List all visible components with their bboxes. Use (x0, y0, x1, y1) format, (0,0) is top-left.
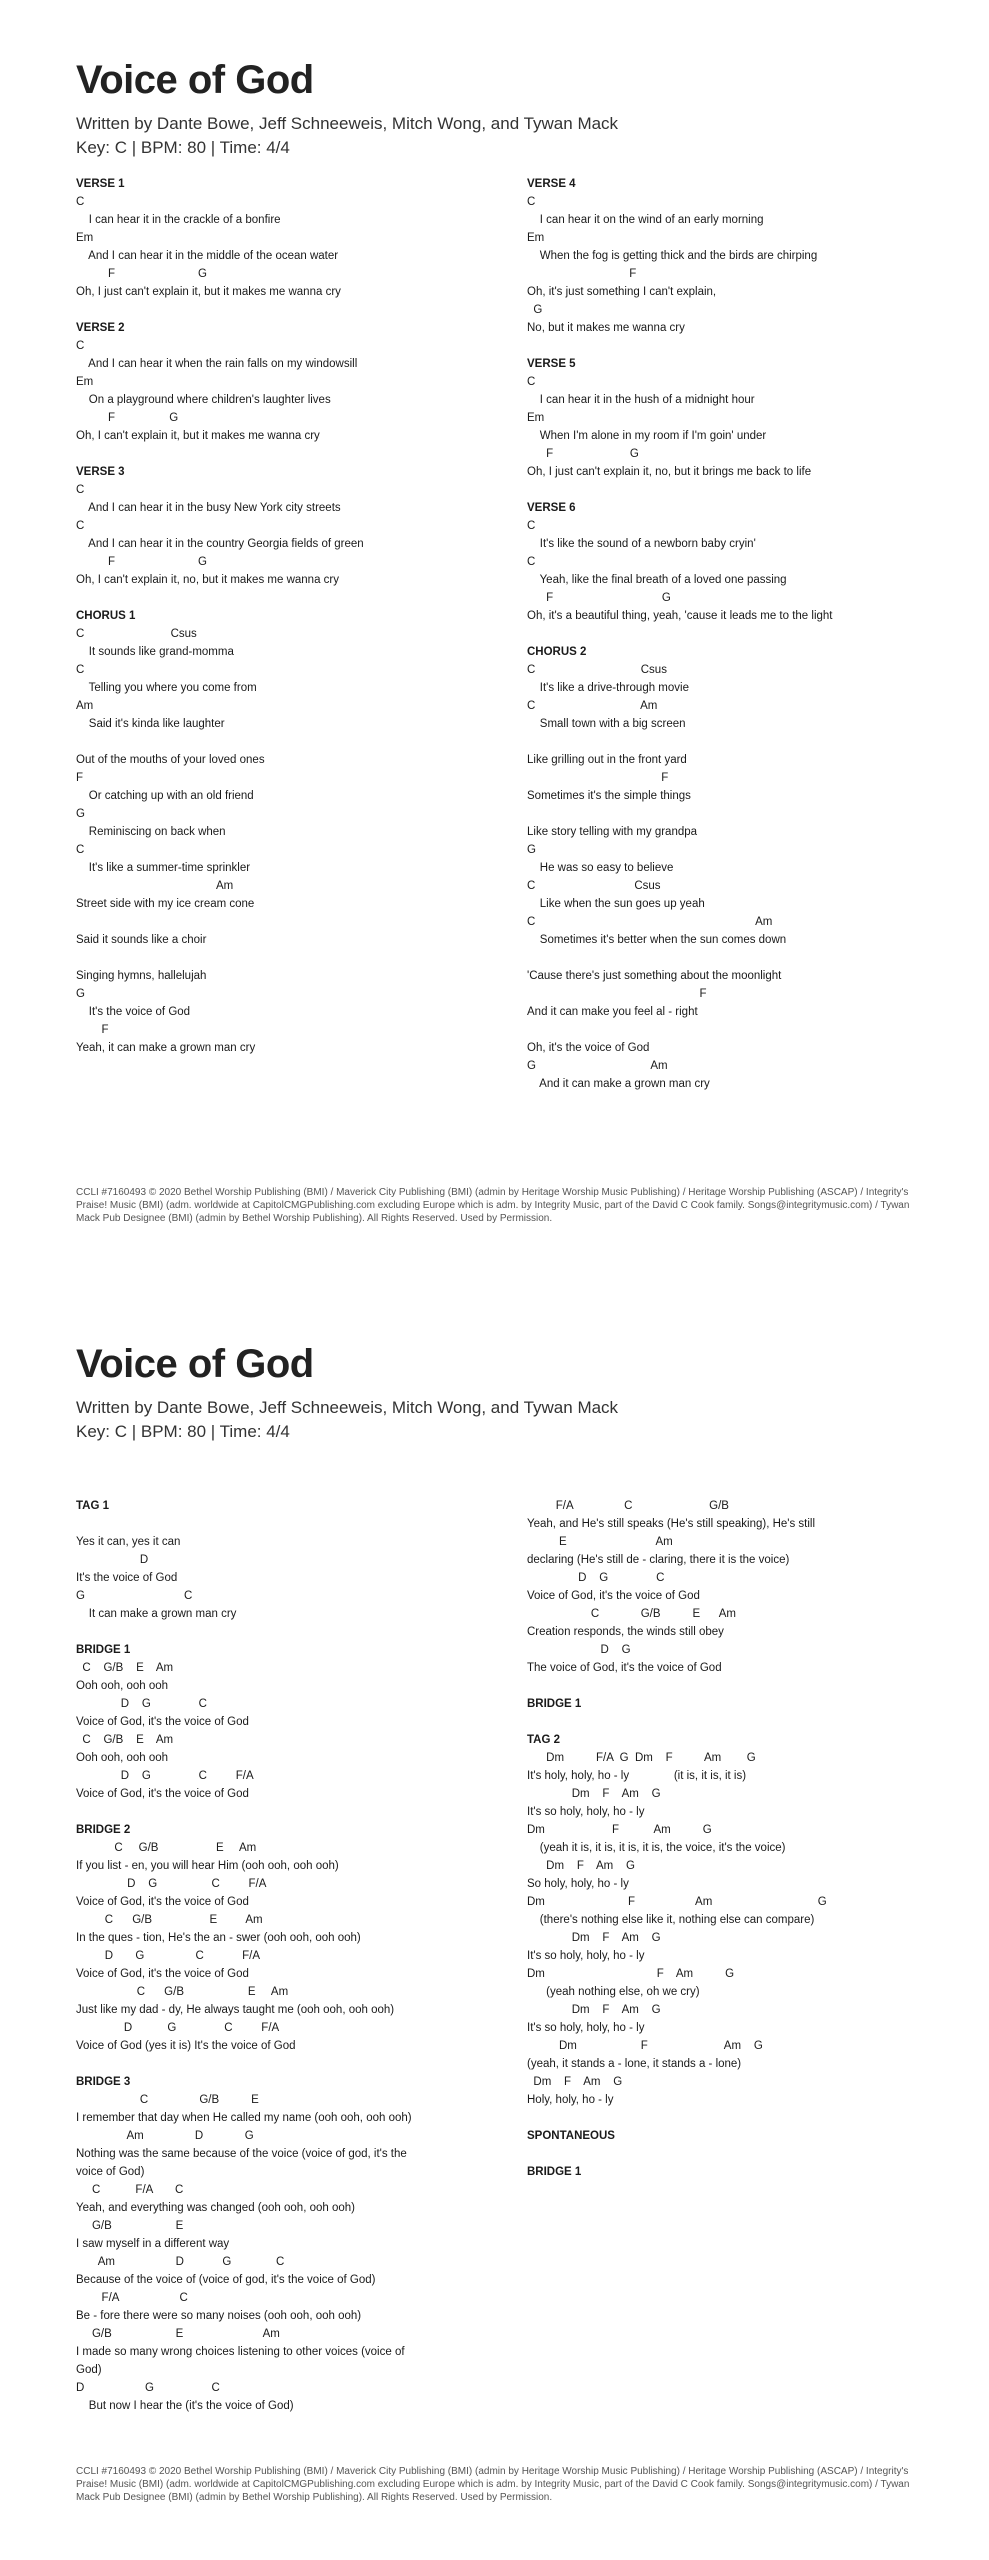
lyric-line: Telling you where you come from (76, 682, 257, 694)
lyric-line: I can hear it in the crackle of a bonfire (76, 214, 281, 226)
song-section (76, 2073, 506, 2415)
song-section (527, 2163, 957, 2181)
lyric-line: It's so holy, holy, ho - ly (527, 2022, 645, 2034)
lyric-line (527, 1021, 957, 1039)
lyric-line: Just like my dad - dy, He always taught me (ooh ooh, ooh ooh) (76, 2004, 395, 2016)
lyric-line: It's the voice of God (76, 1006, 191, 1018)
lyric-line: It's holy, holy, ho - ly (it is, it is, it is) (527, 1770, 747, 1782)
lyric-line: D G C F/A (76, 2022, 280, 2034)
lyric-line: I can hear it on the wind of an early morning (527, 214, 764, 226)
lyric-line: Or catching up with an old friend (76, 790, 254, 802)
lyric-line: D G C F/A (76, 1950, 261, 1962)
lyric-line: C G/B E (76, 2094, 259, 2106)
section-heading: TAG 2 (527, 1734, 561, 1746)
lyric-line: C (76, 844, 85, 856)
lyric-line: Oh, it's the voice of God (527, 1042, 650, 1054)
lyric-line: G/B E (76, 2220, 184, 2232)
lyric-line: F (76, 772, 84, 784)
song-meta: Key: C | BPM: 80 | Time: 4/4 (76, 1422, 290, 1441)
lyric-line: C (76, 196, 85, 208)
lyric-line: The voice of God, it's the voice of God (527, 1662, 722, 1674)
lyric-line: Yeah, and He's still speaks (He's still speaking), He's still (527, 1518, 816, 1530)
section-heading: VERSE 6 (527, 502, 576, 514)
lyric-line: Dm F Am G (527, 2004, 661, 2016)
song-section (76, 319, 506, 445)
chart-page-2 (0, 1280, 989, 2560)
section-heading: VERSE 5 (527, 358, 576, 370)
lyric-line: Creation responds, the winds still obey (527, 1626, 724, 1638)
song-section (527, 175, 957, 337)
lyric-line: F (76, 1024, 109, 1036)
lyric-line: G Am (527, 1060, 668, 1072)
lyric-line: But now I hear the (it's the voice of God) (76, 2400, 294, 2412)
lyric-line: It's like a summer-time sprinkler (76, 862, 251, 874)
lyric-line: C (527, 520, 536, 532)
lyric-line: F/A C G/B (527, 1500, 729, 1512)
lyric-line: Yeah, and everything was changed (ooh ooh, ooh ooh) (76, 2202, 355, 2214)
lyric-line: Am (76, 880, 234, 892)
section-heading: CHORUS 2 (527, 646, 587, 658)
lyric-line (76, 949, 506, 967)
lyric-line (527, 805, 957, 823)
lyric-line: Ooh ooh, ooh ooh (76, 1680, 169, 1692)
lyric-line: Em (76, 376, 94, 388)
song-section (527, 1497, 957, 1677)
song-section (76, 1497, 506, 1623)
lyric-line: F G (76, 412, 179, 424)
lyric-line: C G/B E Am (76, 1734, 174, 1746)
lyric-line: C (527, 376, 536, 388)
lyric-line: Nothing was the same because of the voice (voice of god, it's the (76, 2148, 407, 2160)
lyric-line: G (527, 844, 536, 856)
section-heading: VERSE 4 (527, 178, 576, 190)
lyric-line: D G C (76, 2382, 220, 2394)
lyric-line (76, 733, 506, 751)
lyric-line: Dm F Am G (527, 1860, 635, 1872)
lyric-line: Dm F/A G Dm F Am G (527, 1752, 756, 1764)
section-heading: BRIDGE 3 (76, 2076, 131, 2088)
lyric-line: I saw myself in a different way (76, 2238, 230, 2250)
lyric-line: G/B E Am (76, 2328, 280, 2340)
lyric-line: (yeah nothing else, oh we cry) (527, 1986, 700, 1998)
lyric-line: Dm F Am G (527, 1932, 661, 1944)
lyric-line: And I can hear it in the busy New York city streets (76, 502, 341, 514)
lyric-line: C (76, 340, 85, 352)
lyric-line: When the fog is getting thick and the birds are chirping (527, 250, 818, 262)
section-heading: TAG 1 (76, 1500, 110, 1512)
lyric-line: D G C (76, 1698, 207, 1710)
lyric-line: Am (76, 700, 94, 712)
lyric-line: And I can hear it when the rain falls on my windowsill (76, 358, 358, 370)
lyric-line: Dm F Am G (527, 2076, 623, 2088)
lyric-line (76, 1515, 506, 1533)
lyric-line: C (76, 484, 85, 496)
lyric-line: Yeah, it can make a grown man cry (76, 1042, 256, 1054)
lyric-line: Small town with a big screen (527, 718, 686, 730)
lyric-line: Like story telling with my grandpa (527, 826, 698, 838)
lyric-line: He was so easy to believe (527, 862, 674, 874)
lyric-line: F G (76, 268, 207, 280)
lyric-line (527, 949, 957, 967)
lyric-line: Voice of God, it's the voice of God (76, 1716, 249, 1728)
lyric-line: When I'm alone in my room if I'm goin' under (527, 430, 767, 442)
lyric-line: Dm F Am G (527, 2040, 763, 2052)
lyric-line: Ooh ooh, ooh ooh (76, 1752, 169, 1764)
lyric-line: No, but it makes me wanna cry (527, 322, 685, 334)
lyric-line: Dm F Am G (527, 1968, 735, 1980)
lyric-line: Oh, I just can't explain it, but it makes me wanna cry (76, 286, 341, 298)
lyric-line: C Am (527, 700, 658, 712)
section-heading: BRIDGE 2 (76, 1824, 131, 1836)
lyric-line: I remember that day when He called my name (ooh ooh, ooh ooh) (76, 2112, 412, 2124)
lyric-line (527, 733, 957, 751)
lyric-line: Em (527, 232, 545, 244)
lyric-line: D G C F/A (76, 1878, 267, 1890)
lyric-line: Reminiscing on back when (76, 826, 226, 838)
song-writers: Written by Dante Bowe, Jeff Schneeweis, Mitch Wong, and Tywan Mack (76, 1398, 619, 1417)
song-section (527, 355, 957, 481)
lyric-line: Oh, it's a beautiful thing, yeah, 'cause it leads me to the light (527, 610, 833, 622)
lyric-line: 'Cause there's just something about the moonlight (527, 970, 782, 982)
lyric-line: Said it's kinda like laughter (76, 718, 225, 730)
song-title: Voice of God (76, 1342, 314, 1386)
lyric-line: Because of the voice of (voice of god, it's the voice of God) (76, 2274, 376, 2286)
lyric-line: G C (76, 1590, 193, 1602)
section-heading: CHORUS 1 (76, 610, 136, 622)
lyric-line: F (527, 988, 707, 1000)
lyric-line: D G (527, 1644, 631, 1656)
section-heading: VERSE 1 (76, 178, 125, 190)
section-heading: BRIDGE 1 (527, 1698, 582, 1710)
song-section (527, 2127, 957, 2145)
lyric-line: C G/B E Am (76, 1986, 289, 1998)
lyric-line: It's so holy, holy, ho - ly (527, 1806, 645, 1818)
lyric-line: F (527, 268, 637, 280)
copyright-footer: CCLI #7160493 © 2020 Bethel Worship Publishing (BMI) / Maverick City Publishing (BMI) (admin by Heritage Worship Music Publishing) / Heritage Worship Publishing (ASCAP) / Integrity's Praise! Music (BMI) (adm. worldwide at CapitolCMGPublishing.com excluding Europe which is adm. by Integrity Music, part of the David C Cook family. Songs@integritymusic.com) / Tywan Mack Pub Designee (BMI) (admin by Bethel Worship Publishing). All Rights Reserved. Used by Permission. (76, 2466, 910, 2503)
lyric-line: It's like the sound of a newborn baby cryin' (527, 538, 756, 550)
lyric-line: G (76, 808, 85, 820)
lyric-line: declaring (He's still de - claring, there it is the voice) (527, 1554, 790, 1566)
section-heading: VERSE 2 (76, 322, 125, 334)
lyric-line: Dm F Am G (527, 1788, 661, 1800)
lyric-line: (yeah, it stands a - lone, it stands a - lone) (527, 2058, 742, 2070)
section-heading: VERSE 3 (76, 466, 125, 478)
lyric-line: And I can hear it in the country Georgia fields of green (76, 538, 364, 550)
song-section (527, 499, 957, 625)
song-title: Voice of God (76, 58, 314, 102)
lyric-line: In the ques - tion, He's the an - swer (ooh ooh, ooh ooh) (76, 1932, 361, 1944)
lyric-line: F G (527, 448, 639, 460)
lyric-line: Am D G (76, 2130, 254, 2142)
lyric-line: It's so holy, holy, ho - ly (527, 1950, 645, 1962)
lyric-line: Dm F Am G (527, 1896, 827, 1908)
lyric-line: F G (527, 592, 671, 604)
lyric-line: Street side with my ice cream cone (76, 898, 255, 910)
lyric-line: It's like a drive-through movie (527, 682, 689, 694)
lyric-line: Dm F Am G (527, 1824, 712, 1836)
lyric-line: (yeah it is, it is, it is, it is, the voice, it's the voice) (527, 1842, 786, 1854)
lyric-line: Sometimes it's better when the sun comes down (527, 934, 787, 946)
lyric-line: It's the voice of God (76, 1572, 178, 1584)
lyric-line: D (76, 1554, 149, 1566)
lyric-line: Voice of God, it's the voice of God (76, 1788, 249, 1800)
lyric-line: Yeah, like the final breath of a loved one passing (527, 574, 787, 586)
lyric-line: Oh, I can't explain it, but it makes me wanna cry (76, 430, 320, 442)
right-column (527, 175, 957, 1111)
lyric-line: Oh, it's just something I can't explain, (527, 286, 717, 298)
lyric-line: I made so many wrong choices listening to other voices (voice of (76, 2346, 405, 2358)
lyric-line: D G C (527, 1572, 665, 1584)
lyric-line: C Csus (76, 628, 197, 640)
lyric-line: voice of God) (76, 2166, 145, 2178)
lyric-line: Em (527, 412, 545, 424)
lyric-line: E Am (527, 1536, 673, 1548)
lyric-line: C (527, 196, 536, 208)
lyric-line: Be - fore there were so many noises (ooh ooh, ooh ooh) (76, 2310, 362, 2322)
lyric-line: Said it sounds like a choir (76, 934, 207, 946)
lyric-line: C (76, 664, 85, 676)
left-column (76, 1497, 506, 2433)
lyric-line: Voice of God, it's the voice of God (76, 1968, 249, 1980)
song-section (527, 643, 957, 1093)
lyric-line: F/A C (76, 2292, 188, 2304)
lyric-line: D G C F/A (76, 1770, 254, 1782)
lyric-line: G (76, 988, 85, 1000)
section-heading: SPONTANEOUS (527, 2130, 615, 2142)
lyric-line: C G/B E Am (76, 1662, 174, 1674)
lyric-line: Sometimes it's the simple things (527, 790, 691, 802)
lyric-line: Em (76, 232, 94, 244)
lyric-line: And I can hear it in the middle of the ocean water (76, 250, 339, 262)
lyric-line: It can make a grown man cry (76, 1608, 237, 1620)
song-writers: Written by Dante Bowe, Jeff Schneeweis, Mitch Wong, and Tywan Mack (76, 114, 619, 133)
lyric-line: Out of the mouths of your loved ones (76, 754, 265, 766)
lyric-line: C G/B E Am (527, 1608, 736, 1620)
lyric-line: C G/B E Am (76, 1914, 263, 1926)
lyric-line: F (527, 772, 669, 784)
lyric-line: And it can make a grown man cry (527, 1078, 710, 1090)
lyric-line: Like grilling out in the front yard (527, 754, 687, 766)
lyric-line: It sounds like grand-momma (76, 646, 234, 658)
song-section (76, 1641, 506, 1803)
lyric-line: Oh, I just can't explain it, no, but it brings me back to life (527, 466, 812, 478)
lyric-line: C G/B E Am (76, 1842, 257, 1854)
lyric-line: C F/A C (76, 2184, 184, 2196)
copyright-footer: CCLI #7160493 © 2020 Bethel Worship Publishing (BMI) / Maverick City Publishing (BMI) (admin by Heritage Worship Music Publishing) / Heritage Worship Publishing (ASCAP) / Integrity's Praise! Music (BMI) (adm. worldwide at CapitolCMGPublishing.com excluding Europe which is adm. by Integrity Music, part of the David C Cook family. Songs@integritymusic.com) / Tywan Mack Pub Designee (BMI) (admin by Bethel Worship Publishing). All Rights Reserved. Used by Permission. (76, 1187, 910, 1224)
lyric-line: Voice of God, it's the voice of God (527, 1590, 700, 1602)
song-section (76, 175, 506, 301)
song-section (76, 607, 506, 1057)
lyric-line: Am D G C (76, 2256, 285, 2268)
song-section (527, 1695, 957, 1713)
lyric-line: I can hear it in the hush of a midnight hour (527, 394, 755, 406)
lyric-line: And it can make you feel al - right (527, 1006, 698, 1018)
lyric-line: Voice of God (yes it is) It's the voice of God (76, 2040, 296, 2052)
song-meta: Key: C | BPM: 80 | Time: 4/4 (76, 138, 290, 157)
lyric-line: (there's nothing else like it, nothing else can compare) (527, 1914, 815, 1926)
section-heading: BRIDGE 1 (527, 2166, 582, 2178)
lyric-line: C (527, 556, 536, 568)
lyric-line: On a playground where children's laughter lives (76, 394, 331, 406)
lyric-line: Yes it can, yes it can (76, 1536, 181, 1548)
lyric-line: Oh, I can't explain it, no, but it makes me wanna cry (76, 574, 339, 586)
lyric-line: C Csus (527, 664, 667, 676)
left-column (76, 175, 506, 1075)
lyric-line: C (76, 520, 85, 532)
lyric-line: C Am (527, 916, 773, 928)
lyric-line: C Csus (527, 880, 661, 892)
lyric-line: G (527, 304, 543, 316)
song-section (76, 463, 506, 589)
lyric-line (76, 913, 506, 931)
song-section (76, 1821, 506, 2055)
lyric-line: Holy, holy, ho - ly (527, 2094, 614, 2106)
lyric-line: If you list - en, you will hear Him (ooh ooh, ooh ooh) (76, 1860, 339, 1872)
lyric-line: Voice of God, it's the voice of God (76, 1896, 249, 1908)
section-heading: BRIDGE 1 (76, 1644, 131, 1656)
lyric-line: Like when the sun goes up yeah (527, 898, 705, 910)
lyric-line: God) (76, 2364, 102, 2376)
lyric-line: So holy, holy, ho - ly (527, 1878, 629, 1890)
right-column (527, 1497, 957, 2199)
lyric-line: F G (76, 556, 207, 568)
song-section (527, 1731, 957, 2109)
lyric-line: Singing hymns, hallelujah (76, 970, 207, 982)
